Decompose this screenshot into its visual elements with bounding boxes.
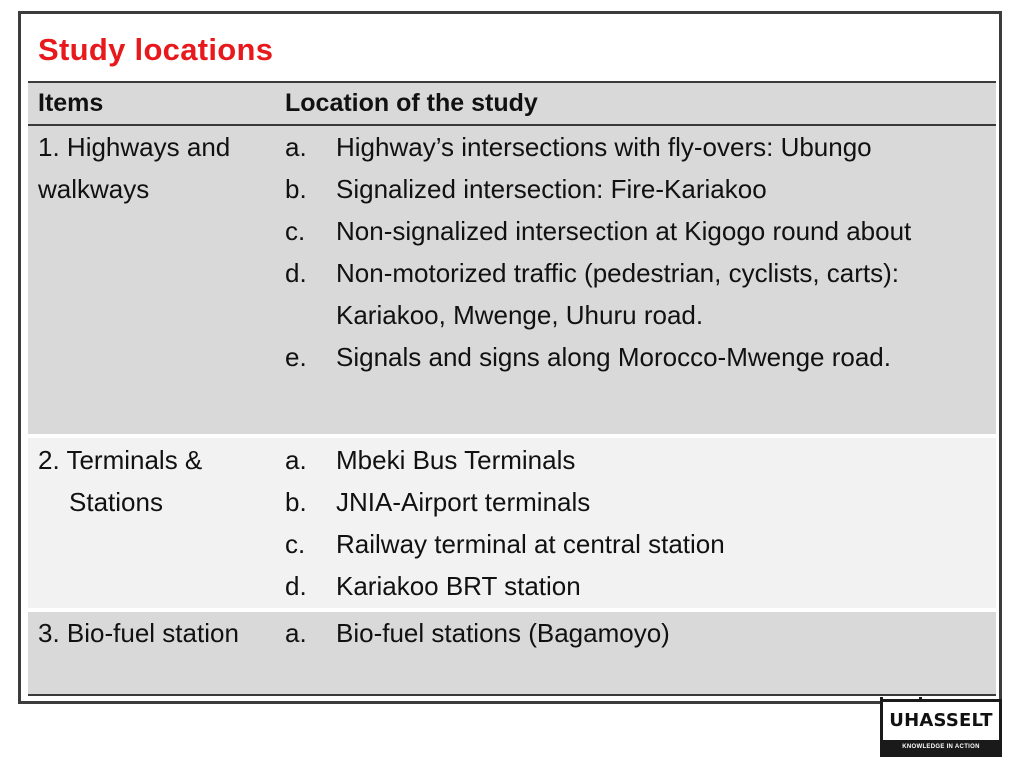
item-cell [28,126,276,434]
item-number: 1. [38,132,60,162]
location-list [285,126,996,378]
list-item [285,612,996,654]
item-number: 2. [38,445,60,475]
header-location: Location of the study [285,89,538,117]
list-letter: c. [285,529,306,559]
location-list [285,612,996,654]
list-item [285,126,996,168]
location-cell [276,439,996,608]
list-item [285,523,996,565]
table-header-row [28,81,996,126]
list-letter: c. [285,216,306,246]
location-cell [276,126,996,434]
list-text: Bio-fuel stations (Bagamoyo) [336,618,670,648]
item-text: Bio-fuel station [66,618,239,648]
item-cell [28,439,276,608]
list-item [285,336,996,378]
item-number: 3. [38,618,60,648]
header-items: Items [38,89,104,117]
location-cell [276,612,996,694]
list-item [285,481,996,523]
list-item [285,565,996,607]
item-line [38,126,276,168]
list-item [285,252,996,336]
list-text: Mbeki Bus Terminals [336,445,576,475]
item-text: Highways and [66,132,231,162]
table-row [28,608,996,696]
list-letter: a. [285,132,307,162]
study-locations-table [28,81,996,696]
logo-name: UHASSELT [889,710,993,731]
list-text: Railway terminal at central station [336,529,725,559]
list-letter: d. [285,571,307,601]
list-item [285,439,996,481]
item-text: Terminals & [66,445,203,475]
logo-tagline: KNOWLEDGE IN ACTION [883,740,999,754]
item-line [38,612,276,654]
list-text: Non-signalized intersection at Kigogo round about [336,216,912,246]
list-item [285,168,996,210]
slide-title: Study locations [38,32,274,67]
list-text: JNIA-Airport terminals [336,487,591,517]
list-text: Signals and signs along Morocco-Mwenge road. [336,342,891,372]
location-list [285,439,996,607]
item-line: walkways [38,174,150,204]
table-row [28,434,996,608]
uhasselt-logo [880,699,1002,757]
item-line [38,439,276,481]
list-text: Signalized intersection: Fire-Kariakoo [336,174,767,204]
list-text: Kariakoo BRT station [336,571,581,601]
list-letter: b. [285,487,307,517]
item-line: Stations [69,487,163,517]
list-letter: a. [285,618,307,648]
list-item [285,210,996,252]
list-letter: a. [285,445,307,475]
list-text: Non-motorized traffic (pedestrian, cyclists, carts): Kariakoo, Mwenge, Uhuru road. [336,258,900,330]
list-letter: d. [285,258,307,288]
list-letter: e. [285,342,307,372]
item-cell [28,612,276,694]
list-letter: b. [285,174,307,204]
table-row [28,126,996,434]
list-text: Highway’s intersections with fly-overs: Ubungo [336,132,872,162]
